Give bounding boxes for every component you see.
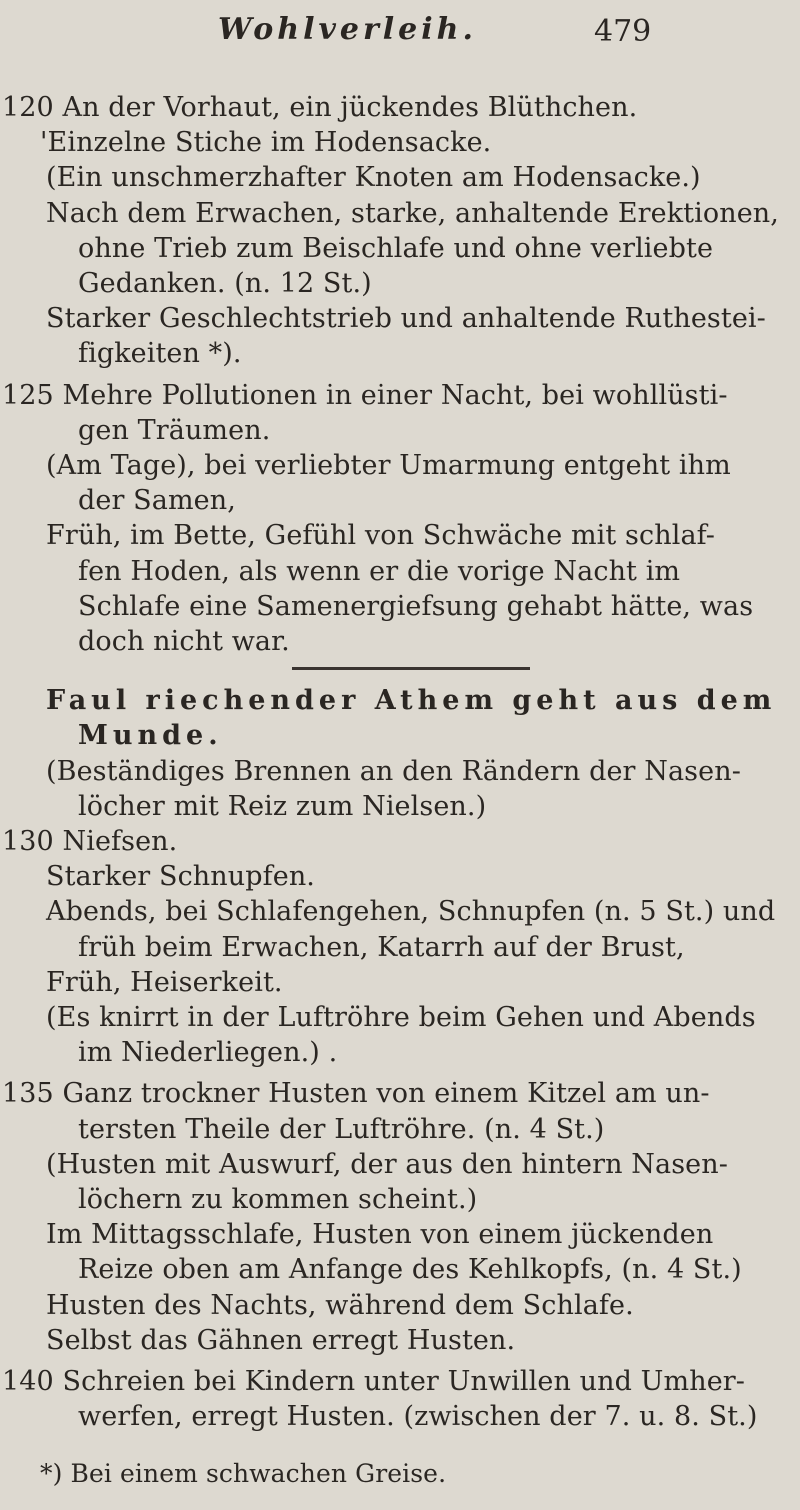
text-line: ohne Trieb zum Beischlafe und ohne verliebte — [78, 232, 714, 264]
running-header-title: Wohlverleih. — [218, 12, 477, 47]
text-line: Starker Schnupfen. — [46, 861, 315, 893]
text-line: 'Einzelne Stiche im Hodensacke. — [40, 127, 492, 159]
section-heading: Faul riechender Athem geht aus dem — [46, 685, 777, 717]
text-line: der Samen, — [78, 485, 236, 517]
section-divider — [292, 667, 530, 670]
text-line: doch nicht war. — [78, 626, 290, 657]
text-line: Reize oben am Anfange des Kehlkopfs, (n. 4 St.) — [78, 1254, 742, 1286]
text-line: tersten Theile der Luftröhre. (n. 4 St.) — [78, 1113, 605, 1145]
text-line: Selbst das Gähnen erregt Husten. — [46, 1324, 516, 1356]
text-line: im Niederliegen.) . — [78, 1037, 338, 1069]
text-line: 130 Niefsen. — [2, 826, 178, 857]
text-line: (Ein unschmerzhafter Knoten am Hodensacke.) — [46, 162, 701, 194]
text-line: (Beständiges Brennen an den Rändern der Nasen- — [46, 755, 741, 787]
text-line: 140 Schreien bei Kindern unter Unwillen und Umher- — [2, 1366, 746, 1397]
text-line: gen Träumen. — [78, 414, 271, 446]
text-line: 120 An der Vorhaut, ein jückendes Blüthchen. — [2, 92, 638, 123]
text-line: früh beim Erwachen, Katarrh auf der Brust, — [78, 931, 685, 963]
text-line: 125 Mehre Pollutionen in einer Nacht, bei wohllüsti- — [2, 379, 728, 411]
text-line: Schlafe eine Samenergiefsung gehabt hätte, was — [78, 590, 754, 622]
text-line: Gedanken. (n. 12 St.) — [78, 268, 372, 299]
text-line: Nach dem Erwachen, starke, anhaltende Erektionen, — [46, 197, 779, 229]
text-line: (Es knirrt in der Luftröhre beim Gehen und Abends — [46, 1002, 756, 1033]
text-line: Früh, Heiserkeit. — [46, 966, 283, 998]
text-line: 135 Ganz trockner Husten von einem Kitzel am un- — [2, 1078, 710, 1110]
text-line: fen Hoden, als wenn er die vorige Nacht im — [78, 555, 681, 587]
text-line: Husten des Nachts, während dem Schlafe. — [46, 1289, 634, 1321]
text-line: (Am Tage), bei verliebter Umarmung entgeht ihm — [46, 450, 731, 481]
text-line: figkeiten *). — [78, 338, 242, 370]
text-line: Starker Geschlechtstrieb und anhaltende Ruthestei- — [46, 303, 766, 335]
text-line: Früh, im Bette, Gefühl von Schwäche mit schlaf- — [46, 520, 715, 552]
text-line: Im Mittagsschlafe, Husten von einem jückenden — [46, 1219, 714, 1251]
page-number: 479 — [594, 14, 652, 49]
section-heading: Munde. — [78, 720, 223, 752]
text-line: (Husten mit Auswurf, der aus den hintern Nasen- — [46, 1148, 728, 1180]
footnote: *) Bei einem schwachen Greise. — [40, 1459, 447, 1489]
text-line: Abends, bei Schlafengehen, Schnupfen (n. 5 St.) und — [46, 896, 776, 928]
text-line: werfen, erregt Husten. (zwischen der 7. u. 8. St.) — [78, 1401, 758, 1433]
text-line: löcher mit Reiz zum Nielsen.) — [78, 790, 487, 822]
text-line: löchern zu kommen scheint.) — [78, 1184, 478, 1215]
